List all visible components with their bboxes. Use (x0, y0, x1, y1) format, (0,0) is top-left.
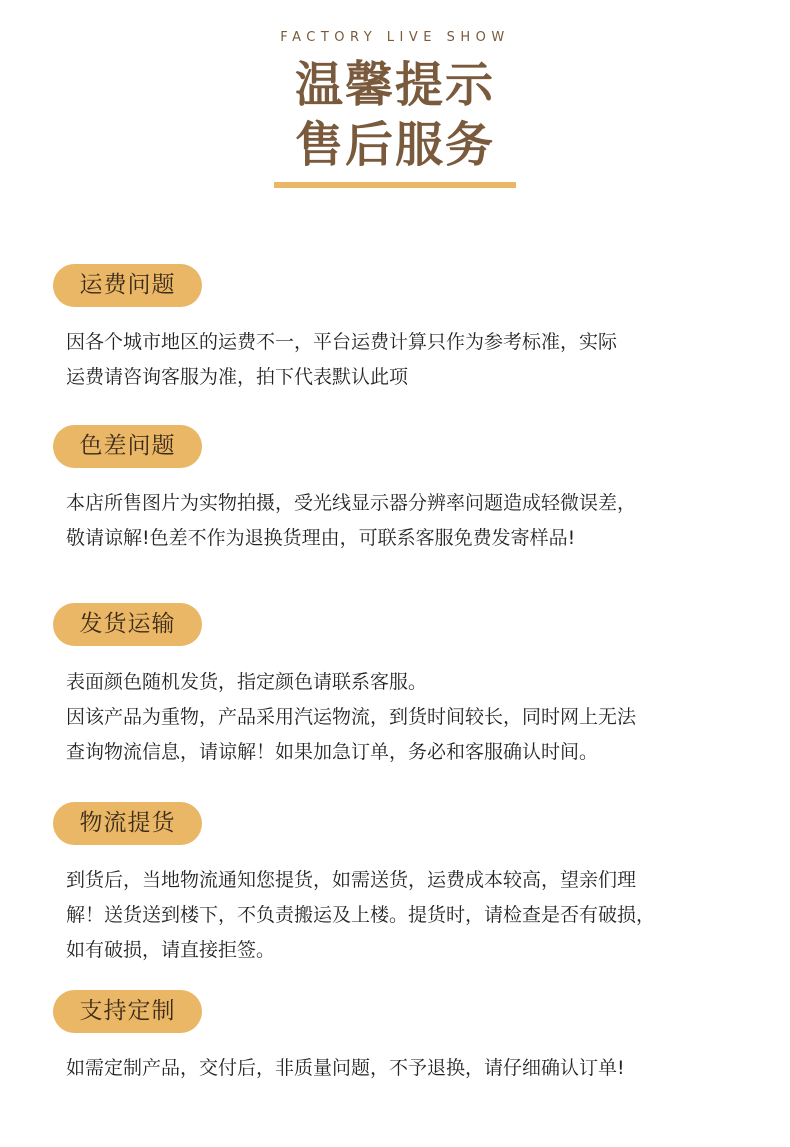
section-line: 表面颜色随机发货，指定颜色请联系客服。 (66, 671, 428, 693)
section-line: 本店所售图片为实物拍摄，受光线显示器分辨率问题造成轻微误差， (66, 492, 637, 514)
section-line: 因该产品为重物，产品采用汽运物流，到货时间较长，同时网上无法 (66, 706, 637, 728)
section-text-pickup (66, 863, 766, 968)
section-label-color-difference: 色差问题 (53, 425, 202, 468)
section-label-customization: 支持定制 (53, 990, 202, 1033)
section-line: 运费请咨询客服为准，拍下代表默认此项 (66, 366, 409, 388)
section-line: 如需定制产品，交付后，非质量问题，不予退换，请仔细确认订单! (66, 1057, 625, 1079)
header-title-line1: 温馨提示 (294, 57, 495, 113)
title-underline (274, 182, 516, 188)
section-line: 查询物流信息，请谅解！如果加急订单，务必和客服确认时间。 (66, 741, 599, 763)
section-text-customization (66, 1051, 766, 1086)
section-line: 到货后，当地物流通知您提货，如需送货，运费成本较高，望亲们理 (66, 869, 637, 891)
section-label-delivery: 发货运输 (53, 603, 202, 646)
section-label-shipping-fee: 运费问题 (53, 264, 202, 307)
header-subtitle: FACTORY LIVE SHOW (280, 30, 510, 45)
section-text-shipping-fee (66, 325, 766, 395)
header-title-line2: 售后服务 (294, 117, 495, 173)
section-line: 因各个城市地区的运费不一，平台运费计算只作为参考标准，实际 (66, 331, 618, 353)
section-line: 解！送货送到楼下，不负责搬运及上楼。提货时，请检查是否有破损， (66, 904, 656, 926)
section-line: 如有破损，请直接拒签。 (66, 939, 276, 961)
section-text-color-difference (66, 486, 766, 556)
section-line: 敬请谅解!色差不作为退换货理由，可联系客服免费发寄样品! (66, 527, 576, 549)
section-label-pickup: 物流提货 (53, 802, 202, 845)
section-text-delivery (66, 665, 766, 770)
